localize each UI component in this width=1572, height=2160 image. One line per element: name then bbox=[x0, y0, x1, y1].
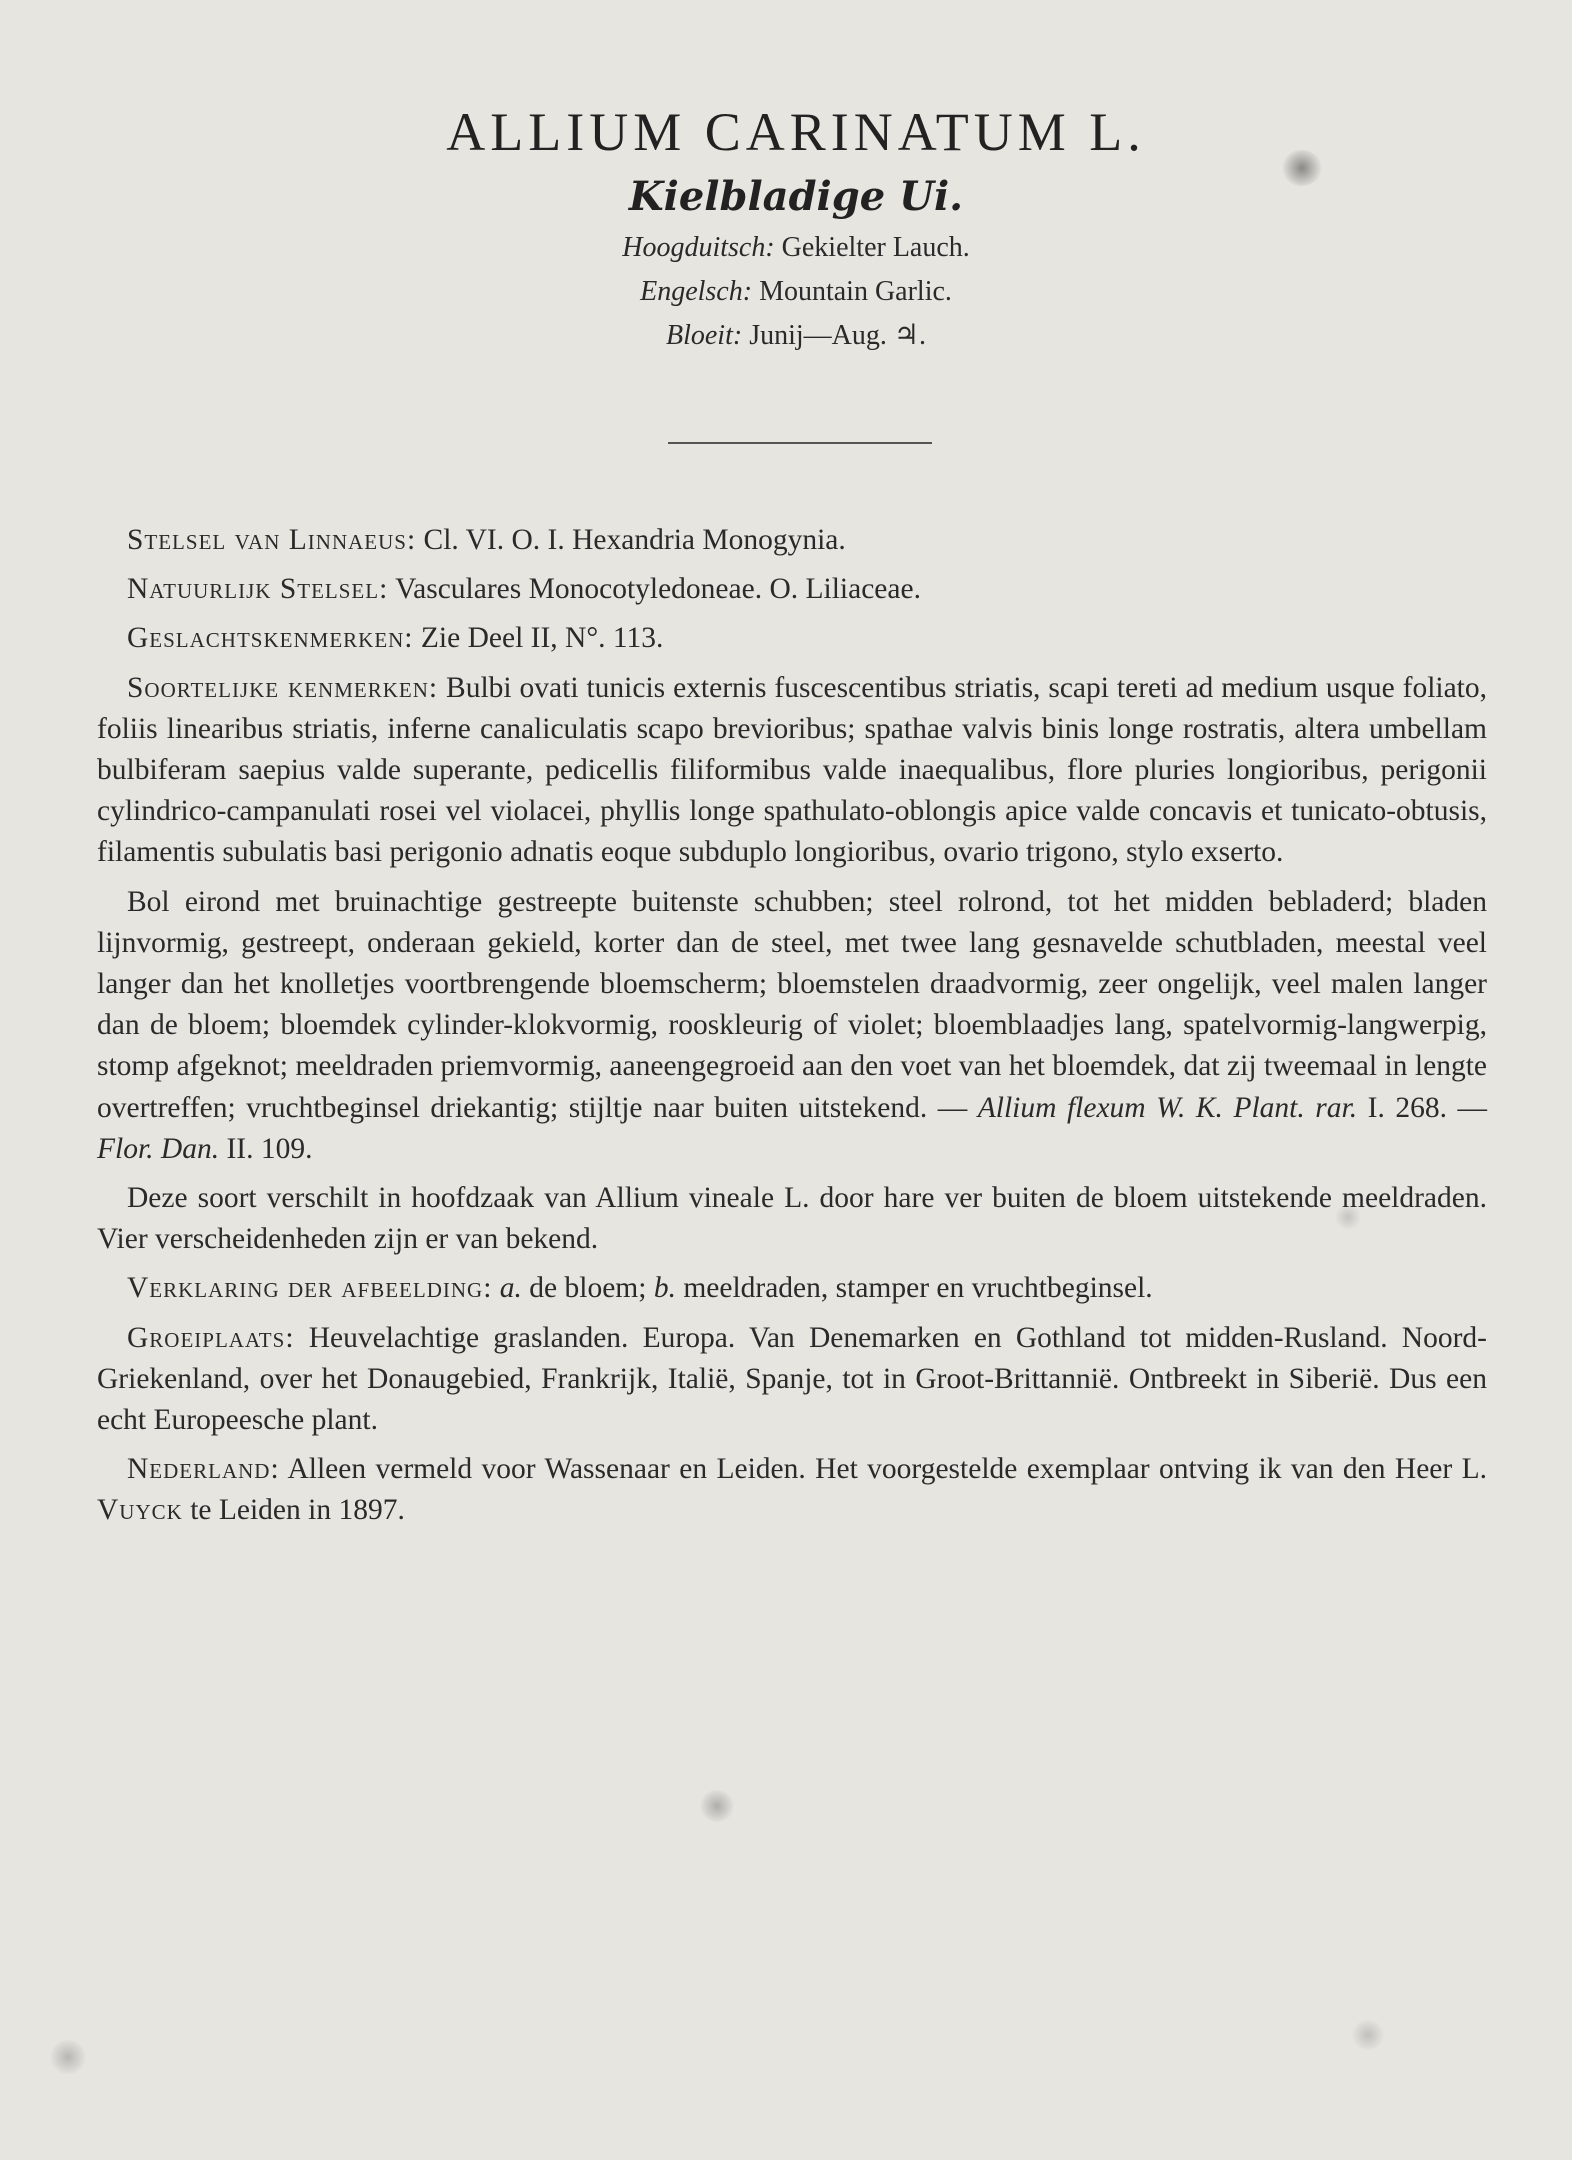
paper-spot bbox=[700, 1790, 734, 1822]
difference-note bbox=[97, 1178, 1487, 1260]
figure-a-text: de bloem; bbox=[529, 1272, 647, 1305]
german-name-line bbox=[20, 226, 1572, 270]
section-text: Bulbi ovati tunicis externis fuscescentibus striatis, scapi tereti ad medium usque foliato, foliis linearibus striatis, inferne canaliculatis scapo brevioribus; spathae valvis binis longe rostratis, altera umbellam bulbiferam saepius valde superante, pedicellis filiformibus valde inaequalibus, flore pluries longioribus, perigonii cylindrico-campanulati rosei vel violacei, phyllis longe spathulato-oblongis apice valde concavis et tunicato-obtusis, filamentis subulatis basi perigonio adnatis eoque subduplo longioribus, ovario trigono, stylo exserto. bbox=[97, 671, 1488, 869]
section-text: te Leiden in 1897. bbox=[190, 1494, 405, 1527]
genus-characteristics bbox=[97, 618, 1487, 659]
bloom-value: Junij—Aug. ♃. bbox=[749, 320, 926, 351]
section-label: Stelsel van Linnaeus: bbox=[127, 524, 417, 556]
section-label: Geslachtskenmerken: bbox=[127, 622, 414, 655]
section-label: Nederland: bbox=[127, 1453, 280, 1486]
difference-text: Deze soort verschilt in hoofdzaak van Allium vineale L. door hare ver buiten de bloem uitstekende meeldraden. Vier verscheidenheden zijn er van bekend. bbox=[97, 1182, 1487, 1256]
description-reference-2: Flor. Dan. bbox=[97, 1132, 220, 1165]
habitat bbox=[97, 1318, 1487, 1442]
section-text: Heuvelachtige graslanden. Europa. Van Denemarken en Gothland tot midden-Rusland. Noord-Griekenland, over het Donaugebied, Frankrijk, Italië, Spanje, tot in Groot-Brittannië. Ontbreekt in Siberië. Dus een echt Europeesche plant. bbox=[97, 1321, 1487, 1437]
divider bbox=[668, 442, 932, 444]
section-text: Cl. VI. O. I. Hexandria Monogynia. bbox=[423, 524, 846, 556]
section-label: Natuurlijk Stelsel: bbox=[127, 573, 389, 606]
description-text: Bol eirond met bruinachtige gestreepte buitenste schubben; steel rolrond, tot het midden bebladerd; bladen lijnvormig, gestreept, onderaan gekield, korter dan de steel, met twee lang gesnavelde schutbladen, meestal veel langer dan het knolletjes voortbrengende bloemscherm; bloemstelen draadvormig, zeer ongelijk, veel malen langer dan de bloem; bloemdek cylinder-klokvormig, rooskleurig of violet; bloemblaadjes lang, spatelvormig-langwerpig, stomp afgeknot; meeldraden priemvormig, aaneengegroeid aan den voet van het bloemdek, dat zij tweemaal in lengte overtreffen; vruchtbeginsel driekantig; stijltje naar buiten uitstekend. — bbox=[97, 885, 1487, 1124]
section-label: Soortelijke kenmerken: bbox=[127, 671, 439, 704]
section-text: Vasculares Monocotyledoneae. O. Liliaceae. bbox=[395, 573, 921, 606]
linnaeus-system bbox=[97, 520, 1487, 561]
english-value: Mountain Garlic. bbox=[759, 276, 952, 307]
dutch-name: Kielbladige Ui. bbox=[628, 173, 964, 220]
figure-explanation bbox=[97, 1268, 1487, 1309]
paper-spot bbox=[1352, 2020, 1384, 2050]
description-reference: Allium flexum W. K. Plant. rar. bbox=[977, 1091, 1358, 1124]
bloom-line bbox=[20, 314, 1572, 358]
section-text: Alleen vermeld voor Wassenaar en Leiden. Het voorgestelde exemplaar ontving ik van den Heer L. bbox=[287, 1453, 1488, 1486]
page-title: ALLIUM CARINATUM L. bbox=[446, 102, 1146, 162]
paper-spot bbox=[50, 2040, 86, 2074]
bloom-label: Bloeit: bbox=[666, 320, 743, 351]
figure-b-text: meeldraden, stamper en vruchtbeginsel. bbox=[683, 1272, 1153, 1305]
section-label: Verklaring der afbeelding: bbox=[127, 1272, 493, 1305]
english-name-line bbox=[20, 270, 1572, 314]
body-text bbox=[97, 520, 1487, 1540]
donor-name: Vuyck bbox=[97, 1494, 183, 1527]
dutch-description bbox=[97, 882, 1487, 1170]
description-reference-2-number: II. 109. bbox=[226, 1132, 313, 1165]
english-label: Engelsch: bbox=[640, 276, 753, 307]
german-label: Hoogduitsch: bbox=[622, 232, 775, 263]
description-reference-number: I. 268. — bbox=[1367, 1091, 1488, 1124]
figure-b-letter: b. bbox=[653, 1272, 676, 1305]
section-label: Groeiplaats: bbox=[127, 1321, 295, 1354]
section-text: Zie Deel II, N°. 113. bbox=[420, 622, 664, 655]
header bbox=[0, 96, 1572, 358]
natural-system bbox=[97, 569, 1487, 610]
netherlands bbox=[97, 1449, 1487, 1531]
german-value: Gekielter Lauch. bbox=[781, 232, 970, 263]
figure-a-letter: a. bbox=[499, 1272, 522, 1305]
species-characteristics bbox=[97, 668, 1487, 874]
